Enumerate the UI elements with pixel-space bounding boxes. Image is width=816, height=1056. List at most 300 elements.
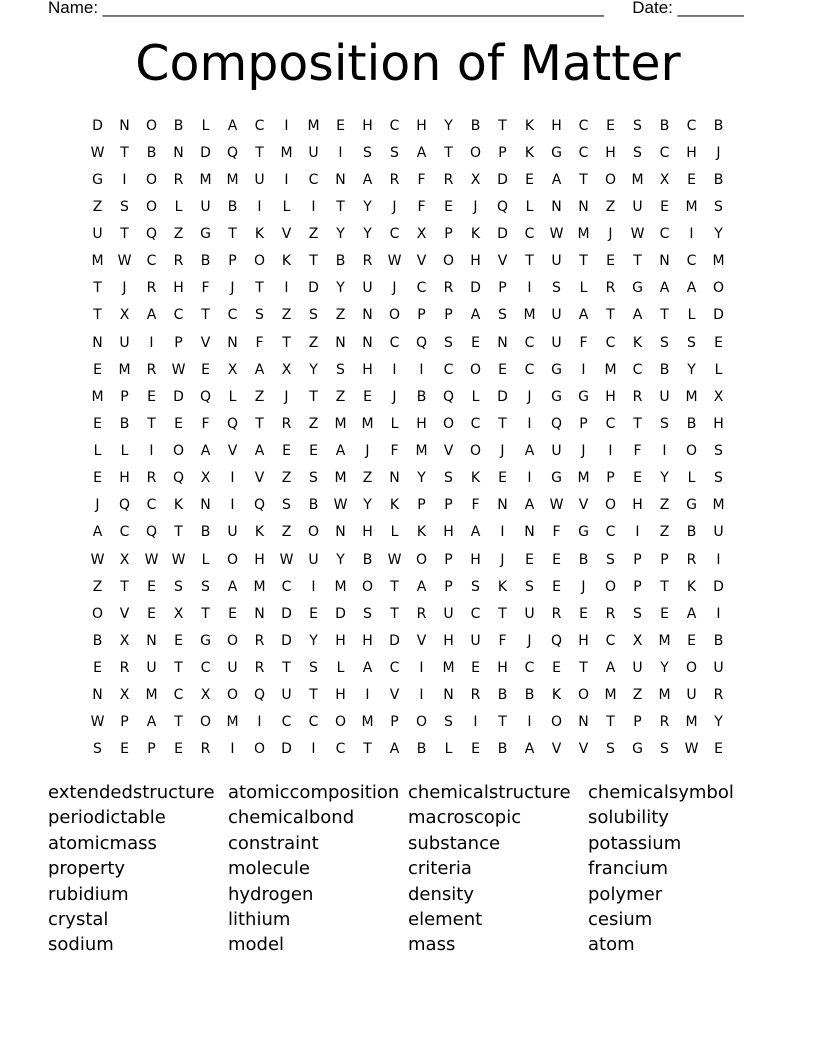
grid-letter: O (577, 687, 590, 704)
grid-letter: Q (172, 470, 185, 487)
grid-letter: E (525, 551, 534, 568)
grid-letter: H (497, 660, 508, 677)
grid-letter: R (146, 280, 157, 297)
grid-letter: I (716, 605, 721, 622)
grid-letter: E (120, 741, 129, 758)
grid-letter: X (119, 307, 130, 324)
grid-letter: T (174, 714, 183, 731)
grid-letter: E (174, 741, 183, 758)
grid-letter: B (335, 253, 346, 270)
grid-letter: N (362, 334, 373, 351)
grid-letter: B (497, 741, 508, 758)
grid-letter: B (308, 497, 319, 514)
grid-letter: Q (226, 415, 239, 432)
grid-letter: L (282, 198, 291, 215)
grid-letter: Y (444, 117, 453, 134)
grid-letter: B (119, 415, 130, 432)
grid-letter: J (716, 144, 721, 161)
grid-letter: H (335, 687, 346, 704)
grid-letter: W (387, 551, 402, 568)
grid-letter: B (713, 171, 724, 188)
grid-letter: A (254, 443, 265, 460)
grid-letter: O (307, 524, 320, 541)
grid-letter: G (686, 497, 697, 514)
grid-letter: C (578, 144, 589, 161)
grid-letter: H (362, 632, 373, 649)
grid-letter: M (361, 415, 374, 432)
grid-letter: X (200, 470, 211, 487)
grid-letter: E (660, 198, 669, 215)
grid-letter: Z (308, 226, 319, 243)
grid-letter: M (577, 226, 590, 243)
grid-letter: T (498, 415, 507, 432)
grid-letter: A (254, 361, 265, 378)
grid-letter: C (281, 578, 292, 595)
grid-letter: X (173, 605, 184, 622)
grid-letter: C (173, 307, 184, 324)
grid-letter: W (333, 497, 348, 514)
grid-letter: A (524, 497, 535, 514)
grid-letter: S (309, 307, 318, 324)
grid-letter: D (497, 171, 508, 188)
grid-letter: P (444, 226, 453, 243)
grid-letter: C (524, 334, 535, 351)
grid-letter: B (416, 741, 427, 758)
grid-letter: I (419, 660, 424, 677)
grid-letter: Q (118, 497, 131, 514)
grid-letter: C (146, 253, 157, 270)
grid-letter: M (307, 117, 320, 134)
grid-letter: Q (415, 334, 428, 351)
grid-letter: H (470, 551, 481, 568)
grid-letter: C (659, 144, 670, 161)
grid-letter: U (713, 524, 724, 541)
grid-letter: E (201, 361, 210, 378)
grid-letter: W (171, 551, 186, 568)
grid-letter: N (335, 524, 346, 541)
grid-letter: T (309, 253, 318, 270)
grid-letter: B (200, 253, 211, 270)
grid-letter: A (335, 443, 346, 460)
grid-letter: I (365, 687, 370, 704)
grid-letter: J (500, 551, 505, 568)
grid-letter: C (659, 226, 670, 243)
grid-letter: I (122, 171, 127, 188)
grid-letter: R (389, 171, 400, 188)
grid-letter: N (119, 117, 130, 134)
grid-letter: M (334, 470, 347, 487)
word-list-item: atomiccomposition (228, 782, 400, 803)
word-list-item: extendedstructure (48, 782, 215, 803)
grid-letter: V (416, 253, 427, 270)
grid-letter: M (712, 253, 725, 270)
grid-letter: M (91, 388, 104, 405)
grid-letter: H (443, 632, 454, 649)
grid-letter: Z (335, 307, 346, 324)
grid-letter: C (524, 361, 535, 378)
grid-letter: H (686, 144, 697, 161)
grid-letter: C (200, 660, 211, 677)
grid-letter: K (173, 497, 184, 514)
grid-letter: Q (145, 226, 158, 243)
grid-letter: T (498, 605, 507, 622)
grid-letter: I (392, 361, 397, 378)
grid-letter: P (444, 497, 453, 514)
grid-letter: E (93, 660, 102, 677)
grid-letter: T (255, 280, 264, 297)
grid-letter: B (659, 361, 670, 378)
grid-letter: T (93, 280, 102, 297)
grid-letter: D (713, 307, 724, 324)
grid-letter: O (712, 280, 725, 297)
grid-letter: S (525, 578, 534, 595)
grid-letter: I (149, 334, 154, 351)
grid-letter: H (416, 117, 427, 134)
grid-letter: X (632, 632, 643, 649)
grid-letter: B (713, 632, 724, 649)
grid-letter: E (228, 605, 237, 622)
grid-letter: Z (632, 687, 643, 704)
grid-letter: Y (309, 361, 318, 378)
grid-letter: X (119, 687, 130, 704)
grid-letter: J (581, 443, 586, 460)
grid-letter: U (551, 253, 562, 270)
grid-letter: C (524, 226, 535, 243)
grid-letter: T (579, 171, 588, 188)
grid-letter: Q (550, 632, 563, 649)
grid-letter: Y (714, 226, 723, 243)
grid-letter: L (687, 470, 696, 487)
grid-letter: M (604, 361, 617, 378)
grid-letter: A (524, 741, 535, 758)
grid-letter: I (473, 714, 478, 731)
grid-letter: F (417, 198, 426, 215)
date-label: Date: (632, 0, 678, 17)
grid-letter: X (119, 632, 130, 649)
grid-letter: A (416, 144, 427, 161)
grid-letter: C (686, 253, 697, 270)
grid-letter: C (605, 524, 616, 541)
grid-letter: G (632, 741, 643, 758)
grid-letter: A (659, 280, 670, 297)
grid-letter: D (470, 280, 481, 297)
grid-letter: P (417, 307, 426, 324)
grid-letter: D (281, 605, 292, 622)
grid-letter: H (362, 524, 373, 541)
word-list-item: element (408, 908, 483, 930)
grid-letter: O (442, 415, 455, 432)
date-blank[interactable]: _______ (677, 0, 744, 17)
grid-letter: N (146, 632, 157, 649)
word-list-item: lithium (228, 908, 291, 930)
grid-letter: T (579, 253, 588, 270)
grid-letter: Y (363, 226, 372, 243)
grid-letter: P (120, 388, 129, 405)
grid-letter: O (442, 253, 455, 270)
grid-letter: M (523, 307, 536, 324)
grid-letter: X (281, 361, 292, 378)
grid-letter: C (389, 117, 400, 134)
grid-letter: D (389, 632, 400, 649)
grid-letter: A (470, 524, 481, 541)
grid-letter: V (281, 226, 292, 243)
grid-letter: Y (336, 280, 345, 297)
grid-letter: P (444, 578, 453, 595)
grid-letter: W (90, 551, 105, 568)
grid-letter: N (173, 144, 184, 161)
grid-letter: S (336, 361, 345, 378)
grid-letter: S (714, 443, 723, 460)
grid-letter: R (605, 280, 616, 297)
grid-letter: S (714, 198, 723, 215)
grid-letter: K (470, 470, 481, 487)
grid-letter: O (415, 714, 428, 731)
grid-letter: O (226, 687, 239, 704)
grid-letter: O (604, 171, 617, 188)
grid-letter: E (471, 741, 480, 758)
grid-letter: L (174, 198, 183, 215)
grid-letter: R (146, 470, 157, 487)
grid-letter: A (578, 307, 589, 324)
grid-letter: H (335, 632, 346, 649)
grid-letter: O (253, 741, 266, 758)
letter-grid (84, 112, 732, 763)
grid-letter: I (527, 280, 532, 297)
grid-letter: P (633, 551, 642, 568)
word-list-item: crystal (48, 908, 109, 930)
grid-letter: N (227, 334, 238, 351)
grid-letter: O (91, 605, 104, 622)
grid-letter: I (581, 361, 586, 378)
grid-letter: O (172, 443, 185, 460)
grid-letter: M (118, 361, 131, 378)
word-list-item: polymer (588, 883, 663, 905)
grid-letter: R (254, 660, 265, 677)
grid-letter: P (228, 253, 237, 270)
grid-letter: V (200, 334, 211, 351)
grid-letter: Y (363, 497, 372, 514)
grid-letter: N (335, 171, 346, 188)
grid-letter: U (713, 660, 724, 677)
grid-letter: J (230, 280, 235, 297)
word-list-item: molecule (228, 858, 311, 880)
grid-letter: T (228, 226, 237, 243)
grid-letter: Q (253, 497, 266, 514)
grid-letter: E (93, 361, 102, 378)
grid-letter: A (470, 307, 481, 324)
grid-letter: J (392, 280, 397, 297)
grid-letter: E (147, 578, 156, 595)
grid-letter: G (551, 361, 562, 378)
grid-letter: T (282, 660, 291, 677)
grid-letter: L (201, 117, 210, 134)
grid-letter: N (362, 307, 373, 324)
grid-letter: Z (92, 578, 103, 595)
grid-letter: W (630, 226, 645, 243)
grid-letter: N (92, 334, 103, 351)
grid-letter: H (605, 144, 616, 161)
grid-letter: S (606, 741, 615, 758)
grid-letter: L (93, 443, 102, 460)
grid-letter: T (120, 578, 129, 595)
grid-letter: N (578, 198, 589, 215)
grid-letter: O (226, 551, 239, 568)
grid-letter: B (146, 144, 157, 161)
grid-letter: A (524, 443, 535, 460)
grid-letter: E (93, 470, 102, 487)
grid-letter: H (254, 551, 265, 568)
grid-letter: O (145, 117, 158, 134)
grid-letter: F (417, 171, 426, 188)
grid-letter: U (281, 687, 292, 704)
grid-letter: B (200, 524, 211, 541)
grid-letter: H (443, 524, 454, 541)
grid-letter: V (497, 253, 508, 270)
grid-letter: D (173, 388, 184, 405)
grid-letter: K (281, 253, 292, 270)
grid-letter: O (361, 578, 374, 595)
grid-letter: R (362, 253, 373, 270)
grid-letter: I (257, 714, 262, 731)
grid-letter: M (91, 253, 104, 270)
grid-letter: O (145, 198, 158, 215)
grid-letter: S (282, 497, 291, 514)
grid-letter: X (200, 687, 211, 704)
grid-letter: P (417, 497, 426, 514)
grid-letter: E (174, 415, 183, 432)
grid-letter: W (90, 144, 105, 161)
grid-letter: H (362, 361, 373, 378)
grid-letter: E (552, 578, 561, 595)
grid-letter: I (419, 687, 424, 704)
grid-letter: G (551, 470, 562, 487)
grid-letter: T (282, 334, 291, 351)
grid-letter: P (444, 307, 453, 324)
grid-letter: S (444, 470, 453, 487)
grid-letter: W (90, 714, 105, 731)
grid-letter: S (444, 714, 453, 731)
grid-letter: Z (659, 524, 670, 541)
grid-letter: S (498, 307, 507, 324)
grid-letter: G (200, 632, 211, 649)
grid-letter: R (173, 253, 184, 270)
grid-letter: L (525, 198, 534, 215)
grid-letter: R (173, 171, 184, 188)
grid-letter: O (253, 253, 266, 270)
name-label: Name: (48, 0, 103, 17)
grid-letter: S (93, 741, 102, 758)
word-list-item: periodictable (48, 807, 166, 829)
grid-letter: Z (659, 497, 670, 514)
grid-letter: O (685, 660, 698, 677)
grid-letter: B (470, 117, 481, 134)
grid-letter: H (119, 470, 130, 487)
grid-letter: O (145, 171, 158, 188)
grid-letter: E (93, 415, 102, 432)
grid-letter: I (311, 198, 316, 215)
grid-letter: P (147, 741, 156, 758)
grid-letter: A (362, 171, 373, 188)
grid-letter: T (174, 660, 183, 677)
grid-letter: M (685, 388, 698, 405)
grid-letter: G (551, 388, 562, 405)
grid-letter: Z (605, 198, 616, 215)
grid-letter: U (632, 198, 643, 215)
grid-letter: S (255, 307, 264, 324)
grid-letter: H (470, 253, 481, 270)
grid-letter: B (524, 687, 535, 704)
grid-letter: C (632, 361, 643, 378)
grid-letter: W (117, 253, 132, 270)
grid-letter: N (497, 334, 508, 351)
grid-letter: Z (308, 415, 319, 432)
grid-letter: I (338, 144, 343, 161)
grid-letter: M (334, 415, 347, 432)
grid-letter: H (173, 280, 184, 297)
grid-letter: M (253, 578, 266, 595)
grid-letter: R (686, 551, 697, 568)
grid-letter: T (336, 198, 345, 215)
grid-letter: C (119, 524, 130, 541)
grid-letter: Y (363, 198, 372, 215)
name-blank[interactable]: _____________________________________________________ (102, 0, 604, 17)
grid-letter: C (227, 307, 238, 324)
grid-letter: P (174, 334, 183, 351)
grid-letter: E (498, 470, 507, 487)
grid-letter: C (146, 497, 157, 514)
grid-letter: D (200, 144, 211, 161)
grid-letter: X (416, 226, 427, 243)
grid-letter: E (687, 171, 696, 188)
grid-letter: M (658, 632, 671, 649)
grid-letter: F (579, 334, 588, 351)
grid-letter: G (551, 144, 562, 161)
grid-letter: S (714, 470, 723, 487)
grid-letter: O (604, 497, 617, 514)
word-list-item: solubility (588, 807, 669, 829)
grid-letter: Z (173, 226, 184, 243)
grid-letter: D (335, 605, 346, 622)
grid-letter: T (498, 714, 507, 731)
grid-letter: C (605, 415, 616, 432)
grid-letter: V (578, 741, 589, 758)
grid-letter: O (685, 443, 698, 460)
grid-letter: F (552, 524, 561, 541)
grid-letter: E (606, 117, 615, 134)
grid-letter: P (633, 578, 642, 595)
grid-letter: I (284, 117, 289, 134)
grid-letter: P (633, 714, 642, 731)
grid-letter: A (92, 524, 103, 541)
grid-letter: K (470, 226, 481, 243)
grid-letter: W (684, 741, 699, 758)
grid-letter: B (713, 117, 724, 134)
grid-letter: L (444, 741, 453, 758)
grid-letter: G (578, 388, 589, 405)
grid-letter: L (471, 388, 480, 405)
grid-letter: I (311, 578, 316, 595)
grid-letter: D (308, 280, 319, 297)
grid-letter: U (551, 334, 562, 351)
grid-letter: E (471, 334, 480, 351)
grid-letter: T (309, 687, 318, 704)
grid-letter: M (334, 578, 347, 595)
grid-letter: U (524, 605, 535, 622)
grid-letter: U (659, 388, 670, 405)
grid-letter: I (662, 443, 667, 460)
word-list-item: francium (588, 858, 669, 880)
grid-letter: V (389, 687, 400, 704)
